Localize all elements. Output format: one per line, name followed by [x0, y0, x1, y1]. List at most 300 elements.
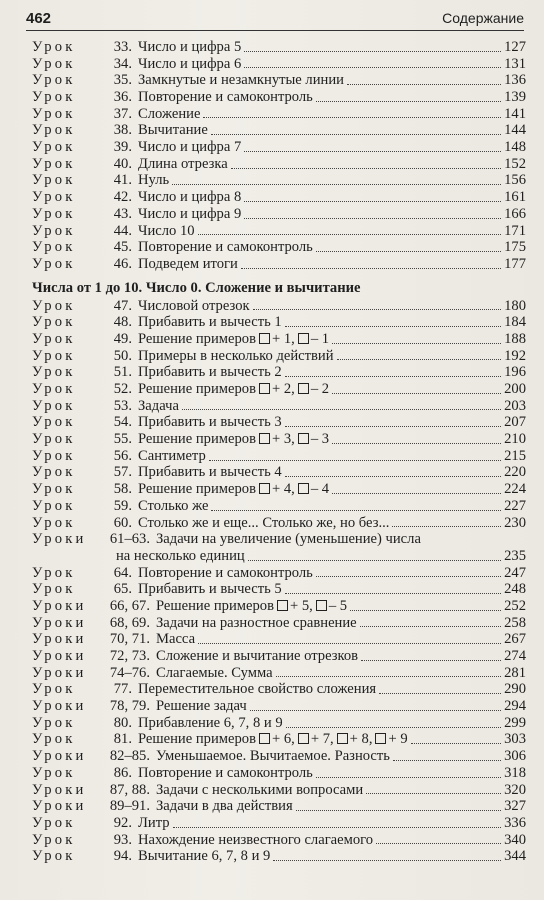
toc-entry[interactable] [32, 732, 526, 749]
entry-title-text: Вычитание 6, 7, 8 и 9 [138, 848, 271, 865]
toc-entry[interactable] [32, 765, 526, 782]
blank-square-icon [277, 600, 288, 611]
entry-title-text: Решение примеров [138, 431, 256, 448]
entry-page: 166 [504, 205, 526, 222]
entry-title [138, 832, 373, 849]
expression-part: + 3, [271, 431, 295, 448]
toc-entry[interactable] [32, 481, 526, 498]
entry-title-text: Слагаемые. Сумма [156, 664, 273, 681]
entry-kind: Уроки [32, 798, 87, 815]
blank-square-icon [259, 483, 270, 494]
entry-page: 327 [504, 798, 526, 815]
dot-leader [332, 443, 501, 444]
expression-part: – 4 [310, 481, 330, 498]
entry-title-text: Прибавить и вычесть 3 [138, 414, 282, 431]
expression-part: + 7, [310, 731, 334, 748]
entry-number: 74–76. [109, 664, 150, 681]
entry-title-text: Число и цифра 8 [138, 189, 242, 206]
entry-page: 152 [504, 155, 526, 172]
blank-square-icon [316, 600, 327, 611]
entry-number: 55. [113, 431, 132, 448]
section-heading: Числа от 1 до 10. Число 0. Сложение и вычитание [32, 279, 361, 296]
entry-title-text: Повторение и самоконтроль [138, 239, 313, 256]
entry-kind: Урок [32, 447, 76, 464]
toc-entry[interactable] [32, 548, 526, 565]
entry-page: 156 [504, 172, 526, 189]
entry-number: 41. [113, 172, 132, 189]
toc-entry[interactable] [32, 598, 526, 615]
entry-number: 82–85. [109, 748, 150, 765]
toc-entry[interactable] [32, 364, 526, 381]
entry-page: 180 [504, 297, 526, 314]
dot-leader [337, 359, 502, 360]
entry-kind: Урок [32, 105, 76, 122]
entry-kind: Урок [32, 731, 76, 748]
entry-title-text: Решение примеров [138, 731, 256, 748]
entry-title-text: Нуль [138, 172, 170, 189]
dot-leader [393, 760, 501, 761]
toc-entry[interactable] [32, 431, 526, 448]
dot-leader [250, 710, 501, 711]
dot-leader [285, 426, 501, 427]
entry-number: 80. [113, 714, 132, 731]
entry-title [138, 139, 241, 156]
entry-title-text: Прибавление 6, 7, 8 и 9 [138, 714, 283, 731]
entry-title [156, 631, 195, 648]
entry-title-text: Масса [156, 631, 196, 648]
entry-kind: Урок [32, 347, 76, 364]
entry-page: 175 [504, 239, 526, 256]
dot-leader [285, 326, 501, 327]
entry-page: 200 [504, 381, 526, 398]
dot-leader [366, 793, 501, 794]
dot-leader [244, 151, 501, 152]
entry-number: 60. [113, 514, 132, 531]
entry-title [156, 598, 347, 615]
entry-kind: Урок [32, 481, 76, 498]
dot-leader [253, 309, 502, 310]
entry-title [138, 223, 195, 240]
toc-entry[interactable] [32, 314, 526, 331]
entry-title-text: Переместительное свойство сложения [138, 681, 377, 698]
dot-leader [361, 660, 501, 661]
table-of-contents [32, 39, 526, 865]
entry-page: 215 [504, 447, 526, 464]
entry-number: 40. [113, 155, 132, 172]
entry-page: 220 [504, 464, 526, 481]
toc-entry[interactable] [32, 815, 526, 832]
toc-entry[interactable] [32, 106, 526, 123]
dot-leader [285, 593, 501, 594]
toc-entry[interactable] [32, 531, 526, 548]
entry-kind: Урок [32, 381, 76, 398]
entry-page: 127 [504, 39, 526, 55]
dot-leader [316, 101, 501, 102]
entry-title [138, 122, 208, 139]
entry-kind: Урок [32, 497, 76, 514]
entry-page: 171 [504, 222, 526, 239]
entry-kind: Урок [32, 122, 76, 139]
dot-leader [285, 476, 501, 477]
toc-entry[interactable] [32, 581, 526, 598]
entry-kind: Уроки [32, 698, 87, 715]
entry-title [138, 515, 389, 532]
entry-kind: Уроки [32, 631, 87, 648]
toc-entry[interactable] [32, 348, 526, 365]
entry-title [138, 581, 282, 598]
toc-entry[interactable] [32, 256, 526, 273]
entry-title [138, 256, 238, 273]
entry-number: 48. [113, 314, 132, 331]
blank-square-icon [298, 383, 309, 394]
entry-number: 50. [113, 347, 132, 364]
entry-page: 290 [504, 681, 526, 698]
entry-title [138, 189, 241, 206]
dot-leader [285, 376, 501, 377]
toc-entry[interactable] [32, 156, 526, 173]
entry-page: 224 [504, 481, 526, 498]
entry-kind: Урок [32, 814, 76, 831]
entry-title [156, 698, 247, 715]
toc-entry[interactable] [32, 298, 526, 315]
toc-entry[interactable] [32, 665, 526, 682]
blank-square-icon [259, 733, 270, 744]
toc-entry[interactable] [32, 515, 526, 532]
entry-number: 57. [113, 464, 132, 481]
entry-number: 47. [113, 297, 132, 314]
dot-leader [286, 727, 501, 728]
dot-leader [411, 743, 501, 744]
entry-number: 81. [113, 731, 132, 748]
entry-title [156, 748, 390, 765]
entry-title-text: Задачи на разностное сравнение [156, 614, 357, 631]
entry-title [138, 715, 283, 732]
dot-leader [316, 777, 501, 778]
entry-page: 177 [504, 255, 526, 272]
entry-title [138, 348, 334, 365]
toc-entry[interactable] [32, 498, 526, 515]
dot-leader [244, 201, 501, 202]
entry-number: 66, 67. [109, 598, 150, 614]
entry-title [156, 782, 363, 799]
toc-entry[interactable] [32, 465, 526, 482]
entry-kind: Урок [32, 55, 76, 72]
entry-title [138, 39, 241, 56]
dot-leader [198, 234, 502, 235]
entry-kind: Урок [32, 764, 76, 781]
entry-title [138, 239, 313, 256]
entry-number: 56. [113, 447, 132, 464]
entry-page: 141 [504, 105, 526, 122]
entry-kind: Урок [32, 714, 76, 731]
toc-entry[interactable] [32, 56, 526, 73]
entry-kind: Урок [32, 564, 76, 581]
entry-number: 64. [113, 564, 132, 581]
entry-number: 36. [113, 89, 132, 106]
entry-number: 86. [113, 764, 132, 781]
entry-title [138, 106, 200, 123]
entry-kind: Урок [32, 331, 76, 347]
blank-square-icon [298, 483, 309, 494]
entry-title-text: Повторение и самоконтроль [138, 564, 313, 581]
expression-part: – 1 [310, 331, 330, 347]
entry-title-text: Решение примеров [138, 331, 256, 347]
dot-leader [244, 51, 501, 52]
entry-kind: Урок [32, 222, 76, 239]
toc-part-1 [32, 39, 526, 273]
toc-entry[interactable] [32, 239, 526, 256]
toc-entry[interactable] [32, 631, 526, 648]
entry-title [156, 615, 357, 632]
entry-title [156, 648, 358, 665]
entry-title-text: Число 10 [138, 222, 195, 239]
dot-leader [211, 510, 501, 511]
toc-entry[interactable] [32, 223, 526, 240]
entry-title-text: Решение примеров [138, 481, 256, 498]
toc-entry[interactable] [32, 848, 526, 865]
toc-entry[interactable] [32, 173, 526, 190]
dot-leader [198, 643, 501, 644]
entry-title [138, 72, 344, 89]
toc-entry[interactable] [32, 414, 526, 431]
entry-number: 53. [113, 397, 132, 414]
entry-kind: Урок [32, 364, 76, 381]
entry-page: 274 [504, 648, 526, 665]
entry-number: 92. [113, 814, 132, 831]
entry-page: 144 [504, 122, 526, 139]
entry-title-text: Число и цифра 5 [138, 39, 242, 55]
entry-page: 131 [504, 55, 526, 72]
entry-page: 184 [504, 314, 526, 331]
dot-leader [276, 676, 502, 677]
dot-leader [316, 576, 501, 577]
toc-entry[interactable] [32, 72, 526, 89]
entry-title-text: Сантиметр [138, 447, 206, 464]
blank-square-icon [375, 733, 386, 744]
entry-number: 54. [113, 414, 132, 431]
dot-leader [244, 67, 501, 68]
dot-leader [173, 827, 502, 828]
toc-entry[interactable] [32, 715, 526, 732]
toc-entry[interactable] [32, 748, 526, 765]
page-header [26, 0, 524, 31]
blank-square-icon [298, 333, 309, 344]
entry-title-text: Столько же [138, 497, 209, 514]
entry-page: 196 [504, 364, 526, 381]
toc-entry[interactable] [32, 698, 526, 715]
entry-title [138, 364, 282, 381]
entry-title-text: Задачи с несколькими вопросами [156, 781, 364, 798]
page-number: 462 [26, 10, 52, 27]
entry-kind: Урок [32, 464, 76, 481]
entry-title-text: Уменьшаемое. Вычитаемое. Разность [156, 748, 390, 765]
toc-entry[interactable] [32, 398, 526, 415]
entry-page: 148 [504, 139, 526, 156]
entry-number: 38. [113, 122, 132, 139]
entry-title [138, 398, 179, 415]
entry-number: 51. [113, 364, 132, 381]
dot-leader [332, 393, 501, 394]
entry-title [138, 498, 208, 515]
toc-entry[interactable] [32, 832, 526, 849]
entry-title [138, 314, 282, 331]
entry-kind: Урок [32, 89, 76, 106]
toc-entry[interactable] [32, 681, 526, 698]
toc-entry[interactable] [32, 89, 526, 106]
toc-entry[interactable] [32, 798, 526, 815]
entry-title [138, 331, 329, 348]
entry-page: 136 [504, 72, 526, 89]
expression-part: – 2 [310, 381, 330, 398]
entry-title-text: Сложение и вычитание отрезков [156, 648, 359, 665]
entry-title [138, 298, 250, 315]
entry-kind: Урок [32, 581, 76, 598]
entry-kind: Урок [32, 397, 76, 414]
entry-number: 58. [113, 481, 132, 498]
entry-title-text: Задачи в два действия [156, 798, 293, 815]
entry-title-text: Решение задач [156, 698, 247, 715]
entry-kind: Урок [32, 255, 76, 272]
entry-page: 320 [504, 781, 526, 798]
blank-square-icon [259, 383, 270, 394]
entry-page: 340 [504, 831, 526, 848]
toc-entry[interactable] [32, 139, 526, 156]
entry-title [138, 206, 241, 223]
entry-number: 35. [113, 72, 132, 89]
toc-entry[interactable] [32, 381, 526, 398]
toc-entry[interactable] [32, 448, 526, 465]
entry-page: 207 [504, 414, 526, 431]
entry-title-text: Прибавить и вычесть 5 [138, 581, 282, 598]
toc-entry[interactable] [32, 189, 526, 206]
entry-kind: Урок [32, 831, 76, 848]
entry-title [138, 56, 241, 73]
entry-number: 42. [113, 189, 132, 206]
entry-title [156, 798, 293, 815]
expression-part: + 2, [271, 381, 295, 398]
dot-leader [316, 251, 501, 252]
entry-title-text: Повторение и самоконтроль [138, 764, 313, 781]
expression-part: + 6, [271, 731, 295, 748]
entry-title-text: Число и цифра 7 [138, 139, 242, 156]
entry-title-text: Прибавить и вычесть 2 [138, 364, 282, 381]
entry-title-text: Замкнутые и незамкнутые линии [138, 72, 344, 89]
expression-part: + 9 [388, 731, 408, 748]
entry-number: 65. [113, 581, 132, 598]
expression-part: – 5 [328, 598, 348, 614]
toc-entry[interactable] [32, 206, 526, 223]
toc-entry[interactable] [32, 122, 526, 139]
dot-leader [248, 560, 501, 561]
entry-page: 139 [504, 89, 526, 106]
entry-title [138, 765, 313, 782]
entry-page: 210 [504, 431, 526, 448]
entry-kind: Уроки [32, 598, 87, 614]
dot-leader [360, 626, 501, 627]
dot-leader [379, 693, 501, 694]
entry-title-text: Прибавить и вычесть 1 [138, 314, 282, 331]
blank-square-icon [337, 733, 348, 744]
dot-leader [244, 218, 501, 219]
entry-number: 77. [113, 681, 132, 698]
entry-kind: Урок [32, 514, 76, 531]
entry-title-text: Решение примеров [138, 381, 256, 398]
entry-page: 258 [504, 614, 526, 631]
entry-page: 192 [504, 347, 526, 364]
entry-page: 248 [504, 581, 526, 598]
entry-title-text: Задача [138, 397, 179, 414]
entry-title: на несколько единиц [116, 547, 245, 564]
toc-entry[interactable] [32, 565, 526, 582]
entry-number: 70, 71. [109, 631, 150, 648]
entry-kind: Урок [32, 155, 76, 172]
dot-leader [231, 168, 501, 169]
entry-number: 94. [113, 848, 132, 865]
entry-title [138, 381, 329, 398]
running-title: Содержание [442, 10, 524, 26]
entry-page: 235 [504, 547, 526, 564]
entry-title [138, 173, 169, 190]
toc-entry[interactable] [32, 331, 526, 348]
entry-kind: Уроки [32, 781, 87, 798]
entry-title [138, 156, 228, 173]
entry-kind: Урок [32, 39, 76, 55]
entry-page: 252 [504, 598, 526, 614]
dot-leader [392, 526, 501, 527]
entry-page: 227 [504, 497, 526, 514]
expression-part: – 3 [310, 431, 330, 448]
entry-page: 203 [504, 397, 526, 414]
entry-title [156, 665, 273, 682]
entry-title [138, 732, 408, 749]
entry-kind: Урок [32, 72, 76, 89]
toc-entry[interactable] [32, 648, 526, 665]
entry-page: 247 [504, 564, 526, 581]
entry-kind: Уроки [32, 664, 87, 681]
entry-title [138, 815, 170, 832]
entry-page: 303 [504, 731, 526, 748]
blank-square-icon [259, 333, 270, 344]
toc-part-2 [32, 298, 526, 865]
entry-kind: Урок [32, 297, 76, 314]
entry-number: 78, 79. [109, 698, 150, 715]
dot-leader [172, 184, 501, 185]
entry-page: 294 [504, 698, 526, 715]
entry-page: 281 [504, 664, 526, 681]
toc-entry[interactable] [32, 615, 526, 632]
entry-title-text: Решение примеров [156, 598, 274, 614]
entry-title-text: Задачи на увеличение (уменьшение) числа [156, 531, 421, 548]
entry-number: 52. [113, 381, 132, 398]
expression-part: + 5, [289, 598, 313, 614]
entry-kind: Урок [32, 414, 76, 431]
entry-title-text: Столько же и еще... Столько же, но без... [138, 514, 390, 531]
entry-page: 336 [504, 814, 526, 831]
blank-square-icon [298, 733, 309, 744]
entry-number: 49. [113, 331, 132, 347]
entry-title-text: Сложение [138, 105, 201, 122]
dot-leader [376, 843, 501, 844]
entry-title [138, 431, 329, 448]
entry-kind: Урок [32, 205, 76, 222]
toc-entry[interactable] [32, 782, 526, 799]
entry-kind: Уроки [32, 748, 87, 765]
entry-page: 230 [504, 514, 526, 531]
dot-leader [296, 810, 501, 811]
expression-part: + 8, [349, 731, 373, 748]
toc-entry[interactable] [32, 39, 526, 56]
entry-title-text: Вычитание [138, 122, 208, 139]
